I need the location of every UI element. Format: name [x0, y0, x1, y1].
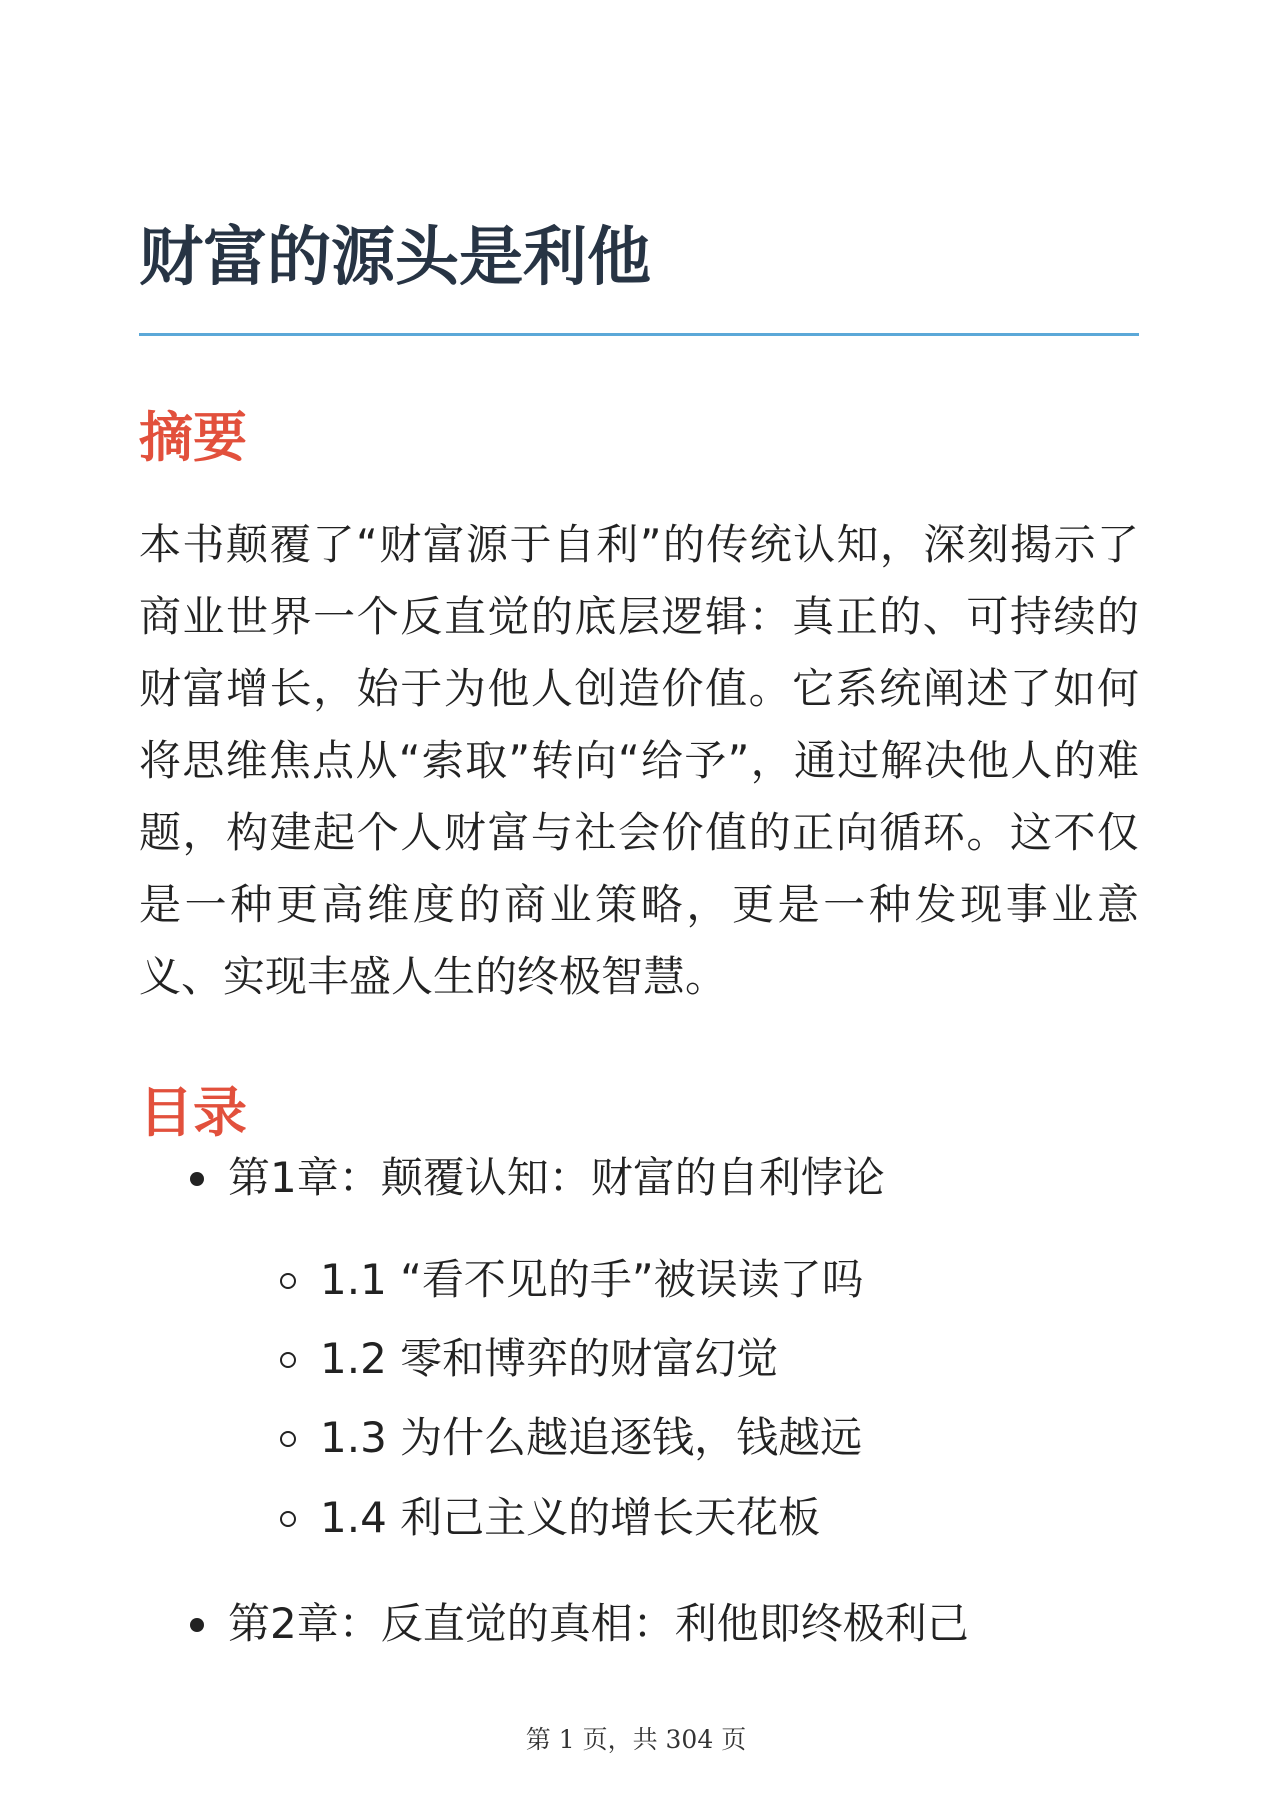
hollow-bullet-icon	[280, 1273, 296, 1289]
toc-item-label: 1.4 利己主义的增长天花板	[320, 1493, 821, 1542]
filled-bullet-icon	[190, 1172, 204, 1186]
toc-item-label: 1.2 零和博弈的财富幻觉	[320, 1334, 779, 1383]
page-number-footer: 第 1 页，共 304 页	[525, 1725, 747, 1754]
toc-item-label: 1.3 为什么越追逐钱，钱越远	[320, 1413, 863, 1462]
toc-item-label: 第1章：颠覆认知：财富的自利悖论	[228, 1153, 885, 1202]
toc-item-label: 第2章：反直觉的真相：利他即终极利己	[228, 1599, 969, 1648]
title-divider	[139, 333, 1139, 336]
filled-bullet-icon	[190, 1618, 204, 1632]
abstract-heading: 摘要	[139, 406, 247, 469]
toc-heading: 目录	[139, 1081, 247, 1144]
toc-item-label: 1.1 “看不见的手”被误读了吗	[320, 1255, 864, 1304]
abstract-paragraph: 本书颠覆了“财富源于自利”的传统认知，深刻揭示了商业世界一个反直觉的底层逻辑：真正的、可持续的财富增长，始于为他人创造价值。它系统阐述了如何将思维焦点从“索取”转向“给予”，通过解决他人的难题，构建起个人财富与社会价值的正向循环。这不仅是一种更高维度的商业策略，更是一种发现事业意义、实现丰盛人生的终极智慧。	[139, 520, 1139, 1001]
hollow-bullet-icon	[280, 1352, 296, 1368]
hollow-bullet-icon	[280, 1511, 296, 1527]
hollow-bullet-icon	[280, 1431, 296, 1447]
document-title: 财富的源头是利他	[139, 221, 651, 295]
